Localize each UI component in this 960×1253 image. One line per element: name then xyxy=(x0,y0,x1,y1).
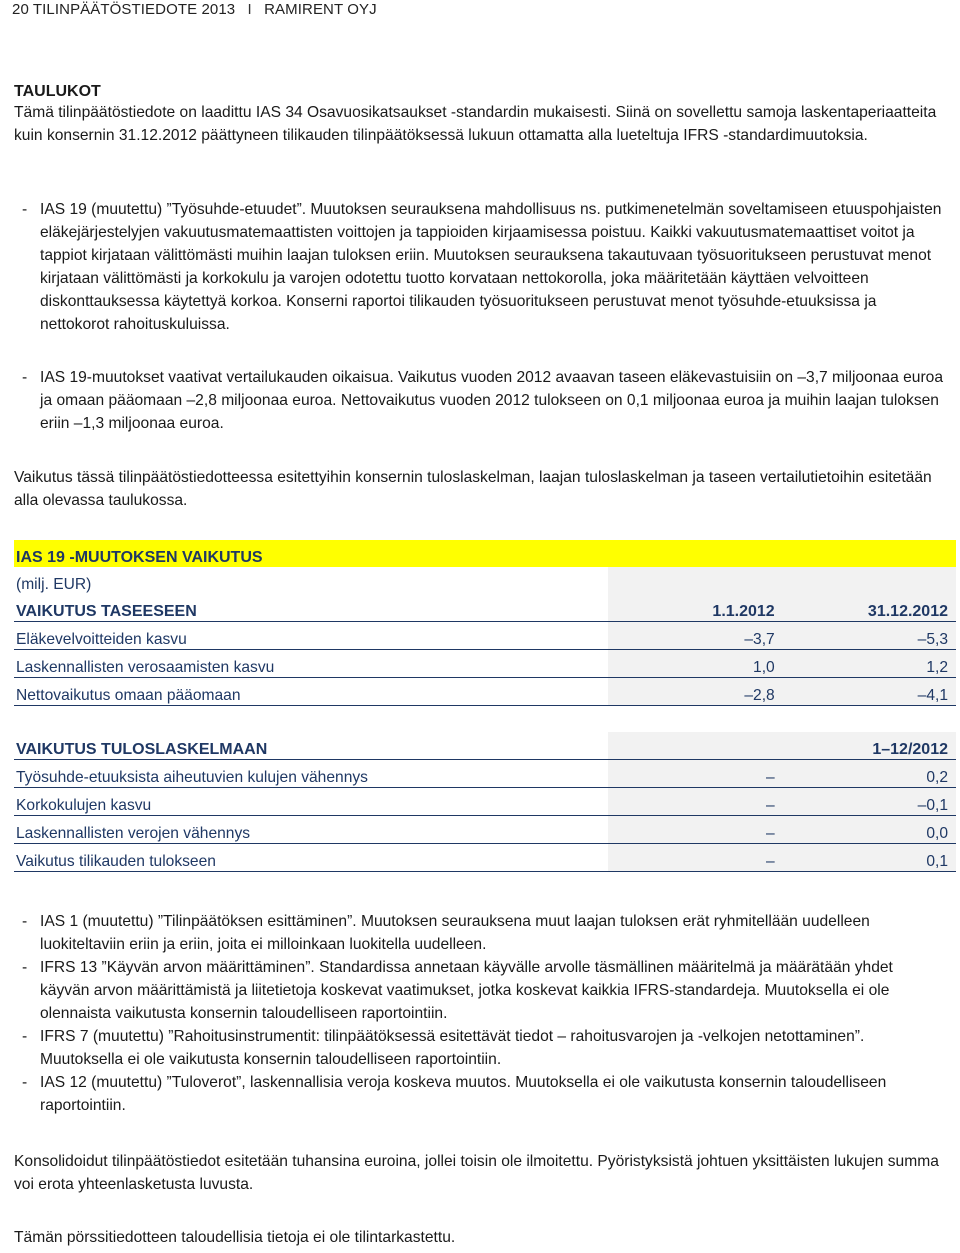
row-label: Laskennallisten verosaamisten kasvu xyxy=(14,650,608,678)
bullet-dash: - xyxy=(22,959,28,976)
company-name: RAMIRENT OYJ xyxy=(264,1,377,18)
bullet-dash: - xyxy=(22,1028,28,1045)
table-row xyxy=(14,760,956,788)
closing-paragraph: Konsolidoidut tilinpäätöstiedot esitetään tuhansina euroina, jollei toisin ole ilmoitettu. Pyöristyksistä johtuen yksittäisten lukujen summa voi erota yhteenlasketusta luvusta. xyxy=(14,1153,939,1193)
bullet-text: IAS 19-muutokset vaativat vertailukauden oikaisua. Vaikutus vuoden 2012 avaavan taseen eläkevastuisiin on –3,7 miljoonaa euroa ja omaan pääomaan –2,8 miljoonaa euroa. Nettovaikutus vuoden 2012 tulokseen on 0,1 miljoonaa euroa ja muihin laajan tuloksen eriin –1,3 miljoonaa euroa. xyxy=(40,369,943,432)
row-label: Vaikutus tilikauden tulokseen xyxy=(14,844,608,872)
table-row xyxy=(14,816,956,844)
list-item xyxy=(14,956,944,1025)
list-item xyxy=(14,1071,944,1117)
table-spacer xyxy=(14,706,956,733)
table-title-row xyxy=(14,540,956,567)
document-title: TILINPÄÄTÖSTIEDOTE 2013 xyxy=(32,1,236,18)
header-separator: I xyxy=(247,1,252,18)
impact-paragraph: Vaikutus tässä tilinpäätöstiedotteessa esitettyihin konsernin tuloslaskelman, laajan tuloslaskelman ja taseen vertailutietoihin esitetään alla olevassa taulukossa. xyxy=(14,469,932,509)
bullet-text: IAS 12 (muutettu) ”Tuloverot”, laskennallisia veroja koskeva muutos. Muutoksella ei ole vaikutusta konsernin taloudelliseen raportointiin. xyxy=(40,1074,887,1114)
income-col-a-header xyxy=(608,732,782,760)
bullet-dash: - xyxy=(22,369,28,386)
bullet-text: IAS 19 (muutettu) ”Työsuhde-etuudet”. Muutoksen seurauksena mahdollisuus ns. putkimenetelmän soveltamiseen etuuspohjaisten eläkejärjestelyjen vakuutusmatemaattisten voittojen ja tappioiden kirjaamisessa poistuu. Kaikki vakuutusmatemaattiset voitot ja tappiot kirjataan välittömästi muihin laajan tuloksen eriin. Muutoksen seurauksena takautuvaan työsuoritukseen perustuvat menot kirjataan välittömästi ja korkokulu ja varojen odotettu tuotto korvataan nettokorolla, joka määritetään käyttäen velvoitteen diskonttauksessa käytettyä korkoa. Konserni raportoi tilikauden työsuoritukseen perustuvat menot työsuhde-etuuksissa ja nettokorot rahoituskuluissa. xyxy=(40,201,942,333)
page-number: 20 xyxy=(12,1,29,18)
section-heading: TAULUKOT xyxy=(14,83,101,100)
row-value-b: 0,2 xyxy=(783,760,956,788)
balance-col-b-header: 31.12.2012 xyxy=(783,594,956,622)
table-row xyxy=(14,622,956,650)
row-value-b: 1,2 xyxy=(783,650,956,678)
income-header-row xyxy=(14,732,956,760)
audit-note: Tämän pörssitiedotteen taloudellisia tietoja ei ole tilintarkastettu. xyxy=(14,1229,456,1246)
bullet-dash: - xyxy=(22,201,28,218)
row-value-b: 0,0 xyxy=(783,816,956,844)
bullet-ias19-change xyxy=(14,198,944,336)
table-row xyxy=(14,844,956,872)
income-heading: VAIKUTUS TULOSLASKELMAAN xyxy=(14,732,608,760)
row-value-b: 0,1 xyxy=(783,844,956,872)
row-value-b: –5,3 xyxy=(783,622,956,650)
bullet-text: IFRS 7 (muutettu) ”Rahoitusinstrumentit: tilinpäätöksessä esitettävät tiedot – rahoitusvarojen ja -velkojen netottaminen”. Muutoksella ei ole vaikutusta konsernin taloudelliseen raportointiin. xyxy=(40,1028,865,1068)
running-header xyxy=(12,0,377,20)
list-item xyxy=(14,910,944,956)
row-value-a: – xyxy=(608,760,782,788)
bullet-text: IAS 1 (muutettu) ”Tilinpäätöksen esittäminen”. Muutoksen seurauksena muut laajan tuloksen erät ryhmitellään uudelleen luokiteltaviin eriin ja eriin, joita ei milloinkaan luokitella uudelleen. xyxy=(40,913,870,953)
row-label: Eläkevelvoitteiden kasvu xyxy=(14,622,608,650)
bullet-text: IFRS 13 ”Käyvän arvon määrittäminen”. Standardissa annetaan käyvälle arvolle täsmällinen määritelmä ja määrätään yhdet käyvän arvon määrittämistä ja liitetietoja koskevat vaatimukset, jotka koskevat kaikkia IFRS-standardeja. Muutoksella ei ole olennaista vaikutusta konsernin taloudelliseen raportointiin. xyxy=(40,959,893,1022)
table-unit: (milj. EUR) xyxy=(16,576,92,593)
income-col-b-header: 1–12/2012 xyxy=(783,732,956,760)
balance-heading: VAIKUTUS TASEESEEN xyxy=(14,594,608,622)
row-value-a: 1,0 xyxy=(608,650,782,678)
balance-col-a-header: 1.1.2012 xyxy=(608,594,782,622)
row-value-a: –2,8 xyxy=(608,678,782,706)
table-title: IAS 19 -MUUTOKSEN VAIKUTUS xyxy=(14,540,608,567)
table-row xyxy=(14,650,956,678)
intro-paragraph: Tämä tilinpäätöstiedote on laadittu IAS 34 Osavuosikatsaukset -standardin mukaisesti. Siinä on sovellettu samoja laskentaperiaatteita kuin konsernin 31.12.2012 päättyneen tilikauden tilinpäätöksessä lukuun ottamatta alla lueteltuja IFRS -standardimuutoksia. xyxy=(14,104,937,144)
row-value-b: –4,1 xyxy=(783,678,956,706)
row-label: Korkokulujen kasvu xyxy=(14,788,608,816)
row-value-a: – xyxy=(608,788,782,816)
bullet-dash: - xyxy=(22,1074,28,1091)
ias19-impact-table xyxy=(14,540,956,872)
bullet-ias19-restatement xyxy=(14,366,944,435)
table-unit-row xyxy=(14,567,956,594)
table-row xyxy=(14,678,956,706)
row-value-b: –0,1 xyxy=(783,788,956,816)
row-value-a: – xyxy=(608,844,782,872)
list-item xyxy=(14,1025,944,1071)
row-label: Nettovaikutus omaan pääomaan xyxy=(14,678,608,706)
balance-header-row xyxy=(14,594,956,622)
row-label: Laskennallisten verojen vähennys xyxy=(14,816,608,844)
row-label: Työsuhde-etuuksista aiheutuvien kulujen vähennys xyxy=(14,760,608,788)
bullet-list-other-standards xyxy=(14,910,944,1117)
row-value-a: – xyxy=(608,816,782,844)
table-row xyxy=(14,788,956,816)
row-value-a: –3,7 xyxy=(608,622,782,650)
bullet-dash: - xyxy=(22,913,28,930)
